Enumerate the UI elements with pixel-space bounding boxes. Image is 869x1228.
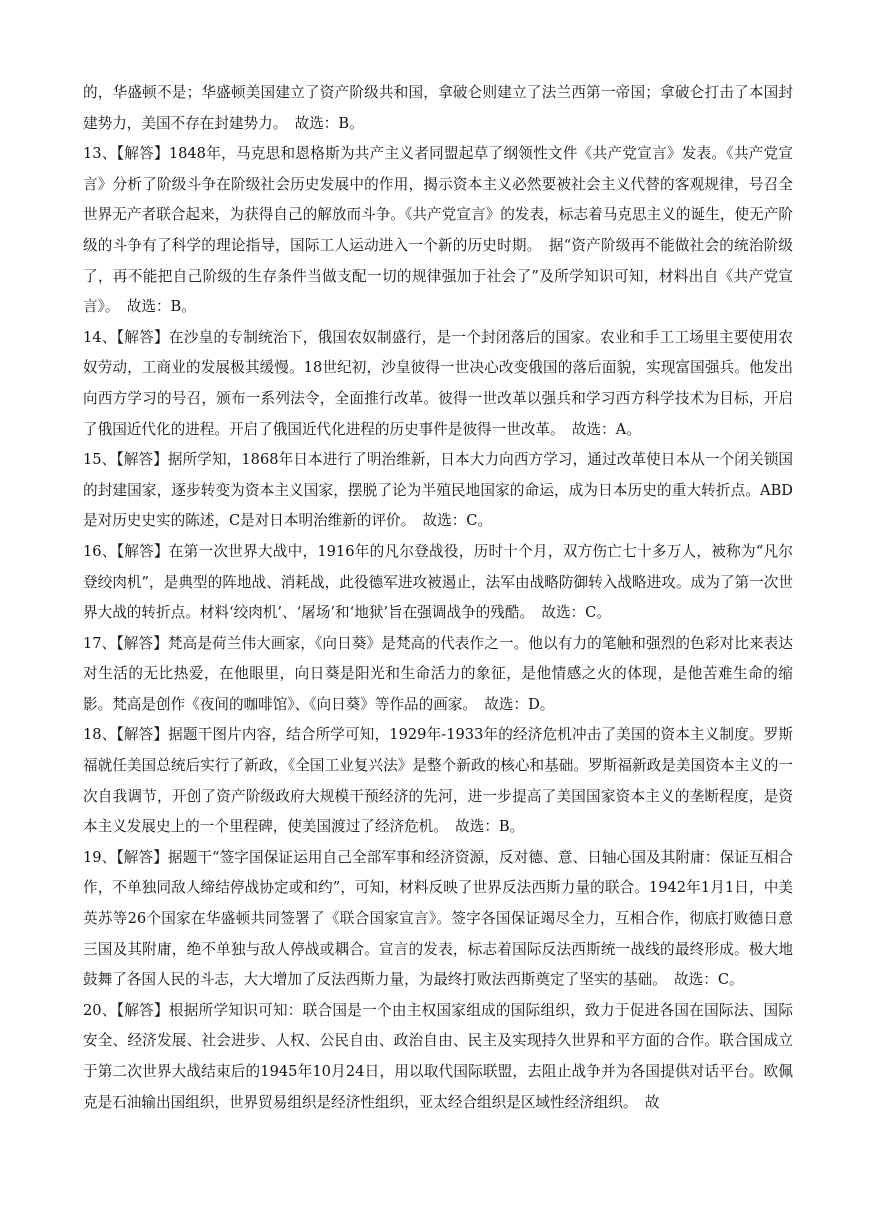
- answer-paragraph-14: 14、【解答】在沙皇的专制统治下，俄国农奴制盛行，是一个封闭落后的国家。农业和手工工场里主要使用农奴劳动，工商业的发展极其缓慢。18世纪初，沙皇彼得一世决心改变俄国的落后面貌，实现富国强兵。他发出向西方学习的号召，颁布一系列法令，全面推行改革。彼得一世改革以强兵和学习西方科学技术为目标，开启了俄国近代化的进程。开启了俄国近代化进程的历史事件是彼得一世改革。 故选：A。: [83, 328, 793, 438]
- answer-paragraph: 的，华盛顿不是；华盛顿美国建立了资产阶级共和国，拿破仑则建立了法兰西第一帝国；拿破仑打击了本国封建势力，美国不存在封建势力。 故选：B。: [83, 84, 793, 132]
- answer-paragraph-20: 20、【解答】根据所学知识可知：联合国是一个由主权国家组成的国际组织，致力于促进各国在国际法、国际安全、经济发展、社会进步、人权、公民自由、政治自由、民主及实现持久世界和平方面的合作。联合国成立于第二次世界大战结束后的1945年10月24日，用以取代国际联盟，去阻止战争并为各国提供对话平台。欧佩克是石油输出国组织，世界贸易组织是经济性组织，亚太经合组织是区域性经济组织。 故: [83, 1001, 793, 1111]
- answer-paragraph-18: 18、【解答】据题干图片内容，结合所学可知，1929年-1933年的经济危机冲击了美国的资本主义制度。罗斯福就任美国总统后实行了新政，《全国工业复兴法》是整个新政的核心和基础。罗斯福新政是美国资本主义的一次自我调节，开创了资产阶级政府大规模干预经济的先河，进一步提高了美国国家资本主义的垄断程度，是资本主义发展史上的一个里程碑，使美国渡过了经济危机。 故选：B。: [83, 726, 793, 836]
- answer-paragraph-13: 13、【解答】1848年，马克思和恩格斯为共产主义者同盟起草了纲领性文件《共产党宣言》发表。《共产党宣言》分析了阶级斗争在阶级社会历史发展中的作用，揭示资本主义必然要被社会主义代替的客观规律，号召全世界无产者联合起来，为获得自己的解放而斗争。《共产党宣言》的发表，标志着马克思主义的诞生，使无产阶级的斗争有了科学的理论指导，国际工人运动进入一个新的历史时期。 据“资产阶级再不能做社会的统治阶级了，再不能把自己阶级的生存条件当做支配一切的规律强加于社会了”及所学知识可知，材料出自《共产党宣言》。 故选：B。: [83, 145, 793, 316]
- answer-paragraph-16: 16、【解答】在第一次世界大战中，1916年的凡尔登战役，历时十个月，双方伤亡七十多万人，被称为“凡尔登绞肉机”，是典型的阵地战、消耗战，此役德军进攻被遏止，法军由战略防御转入战略进攻。成为了第一次世界大战的转折点。材料‘绞肉机’、‘屠场’和‘地狱’旨在强调战争的残酷。 故选：C。: [83, 542, 793, 622]
- answer-paragraph-17: 17、【解答】梵高是荷兰伟大画家，《向日葵》是梵高的代表作之一。他以有力的笔触和强烈的色彩对比来表达对生活的无比热爱，在他眼里，向日葵是阳光和生命活力的象征，是他情感之火的体现，是他苦难生命的缩影。梵高是创作《夜间的咖啡馆》、《向日葵》等作品的画家。 故选：D。: [83, 634, 793, 713]
- answer-page: [83, 78, 793, 1118]
- answer-paragraph-15: 15、【解答】据所学知，1868年日本进行了明治维新，日本大力向西方学习，通过改革使日本从一个闭关锁国的封建国家，逐步转变为资本主义国家，摆脱了论为半殖民地国家的命运，成为日本历史的重大转折点。ABD是对历史史实的陈述，C是对日本明治维新的评价。 故选：C。: [83, 451, 793, 530]
- answer-paragraph-19: 19、【解答】据题干“签字国保证运用自己全部军事和经济资源，反对德、意、日轴心国及其附庸：保证互相合作，不单独同敌人缔结停战协定或和约”，可知，材料反映了世界反法西斯力量的联合。1942年1月1日，中美英苏等26个国家在华盛顿共同签署了《联合国家宣言》。签字各国保证竭尽全力，互相合作，彻底打败德日意三国及其附庸，绝不单独与敌人停战或耦合。宣言的发表，标志着国际反法西斯统一战线的最终形成。极大地鼓舞了各国人民的斗志，大大增加了反法西斯力量，为最终打败法西斯奠定了坚实的基础。 故选：C。: [83, 848, 793, 989]
